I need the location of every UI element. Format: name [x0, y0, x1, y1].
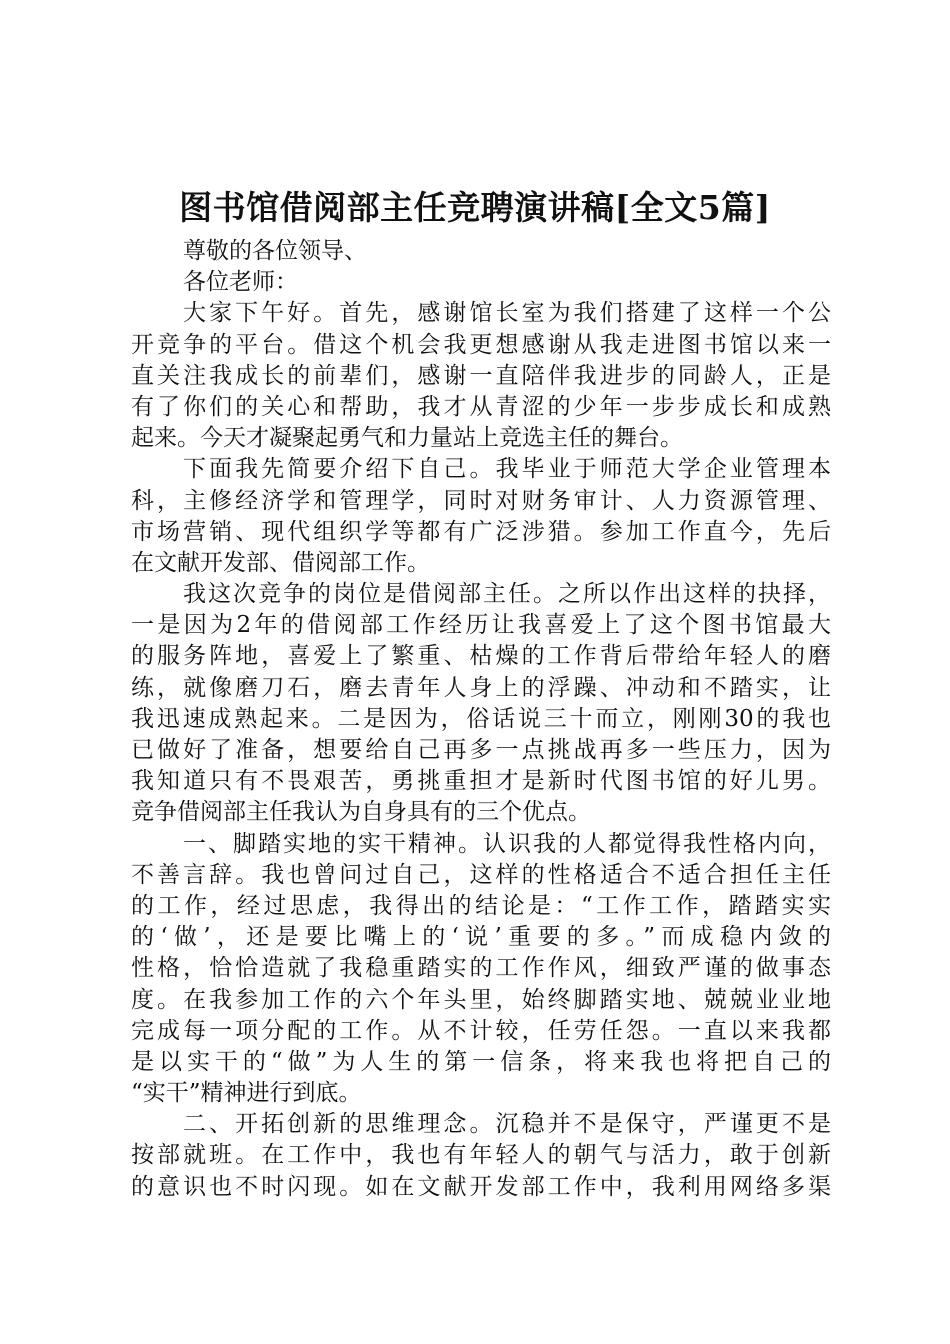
text-line: 有了你们的关心和帮助，我才从青涩的少年一步步成长和成熟	[131, 393, 831, 420]
text-line: 大家下午好。首先，感谢馆长室为我们搭建了这样一个公	[183, 300, 831, 327]
text-line: 按部就班。在工作中，我也有年轻人的朝气与活力，敢于创新	[131, 1142, 831, 1169]
text-line: 市场营销、现代组织学等都有广泛涉猎。参加工作直今，先后	[131, 518, 831, 545]
text-line: 性格，恰恰造就了我稳重踏实的工作作风，细致严谨的做事态	[131, 955, 831, 982]
text-line: 的工作，经过思虑，我得出的结论是：“工作工作，踏踏实实	[131, 892, 831, 919]
text-line: 下面我先简要介绍下自己。我毕业于师范大学企业管理本	[183, 456, 831, 483]
text-line: “实干”精神进行到底。	[131, 1080, 362, 1107]
text-line: 我这次竞争的岗位是借阅部主任。之所以作出这样的抉择，	[183, 581, 831, 608]
text-line: 度。在我参加工作的六个年头里，始终脚踏实地、兢兢业业地	[131, 986, 831, 1013]
text-line: 科，主修经济学和管理学，同时对财务审计、人力资源管理、	[131, 487, 831, 514]
text-line: 二、开拓创新的思维理念。沉稳并不是保守，严谨更不是	[183, 1111, 831, 1138]
text-line: 在文献开发部、借阅部工作。	[131, 549, 430, 576]
text-line: 竞争借阅部主任我认为自身具有的三个优点。	[131, 799, 591, 826]
document-title: 图书馆借阅部主任竞聘演讲稿[全文5篇]	[179, 188, 771, 227]
text-line: 完成每一项分配的工作。从不计较，任劳任怨。一直以来我都	[131, 1017, 831, 1044]
text-line: 一、脚踏实地的实干精神。认识我的人都觉得我性格内向，	[183, 830, 831, 857]
text-line: 的服务阵地，喜爱上了繁重、枯燥的工作背后带给年轻人的磨	[131, 643, 831, 670]
text-line: 我知道只有不畏艰苦，勇挑重担才是新时代图书馆的好儿男。	[131, 768, 831, 795]
text-line: 的意识也不时闪现。如在文献开发部工作中，我利用网络多渠	[131, 1173, 831, 1200]
text-line: 各位老师：	[183, 269, 298, 296]
text-line: 的‘做’，还是要比嘴上的‘说’重要的多。”而成稳内敛的	[131, 924, 831, 951]
text-line: 已做好了准备，想要给自己再多一点挑战再多一些压力，因为	[131, 737, 831, 763]
text-line: 起来。今天才凝聚起勇气和力量站上竞选主任的舞台。	[131, 425, 683, 452]
text-line: 是以实干的“做”为人生的第一信条，将来我也将把自己的	[131, 1048, 831, 1075]
text-line: 一是因为2年的借阅部工作经历让我喜爱上了这个图书馆最大	[131, 612, 831, 639]
text-line: 尊敬的各位领导、	[183, 238, 367, 264]
text-line: 直关注我成长的前辈们，感谢一直陪伴我进步的同龄人，正是	[131, 362, 831, 389]
text-line: 开竞争的平台。借这个机会我更想感谢从我走进图书馆以来一	[131, 331, 831, 358]
text-line: 我迅速成熟起来。二是因为，俗话说三十而立，刚刚30的我也	[131, 705, 831, 732]
document-body	[131, 236, 831, 1203]
text-line: 不善言辞。我也曾问过自己，这样的性格适合不适合担任主任	[131, 861, 831, 888]
text-line: 练，就像磨刀石，磨去青年人身上的浮躁、冲动和不踏实，让	[131, 674, 831, 701]
